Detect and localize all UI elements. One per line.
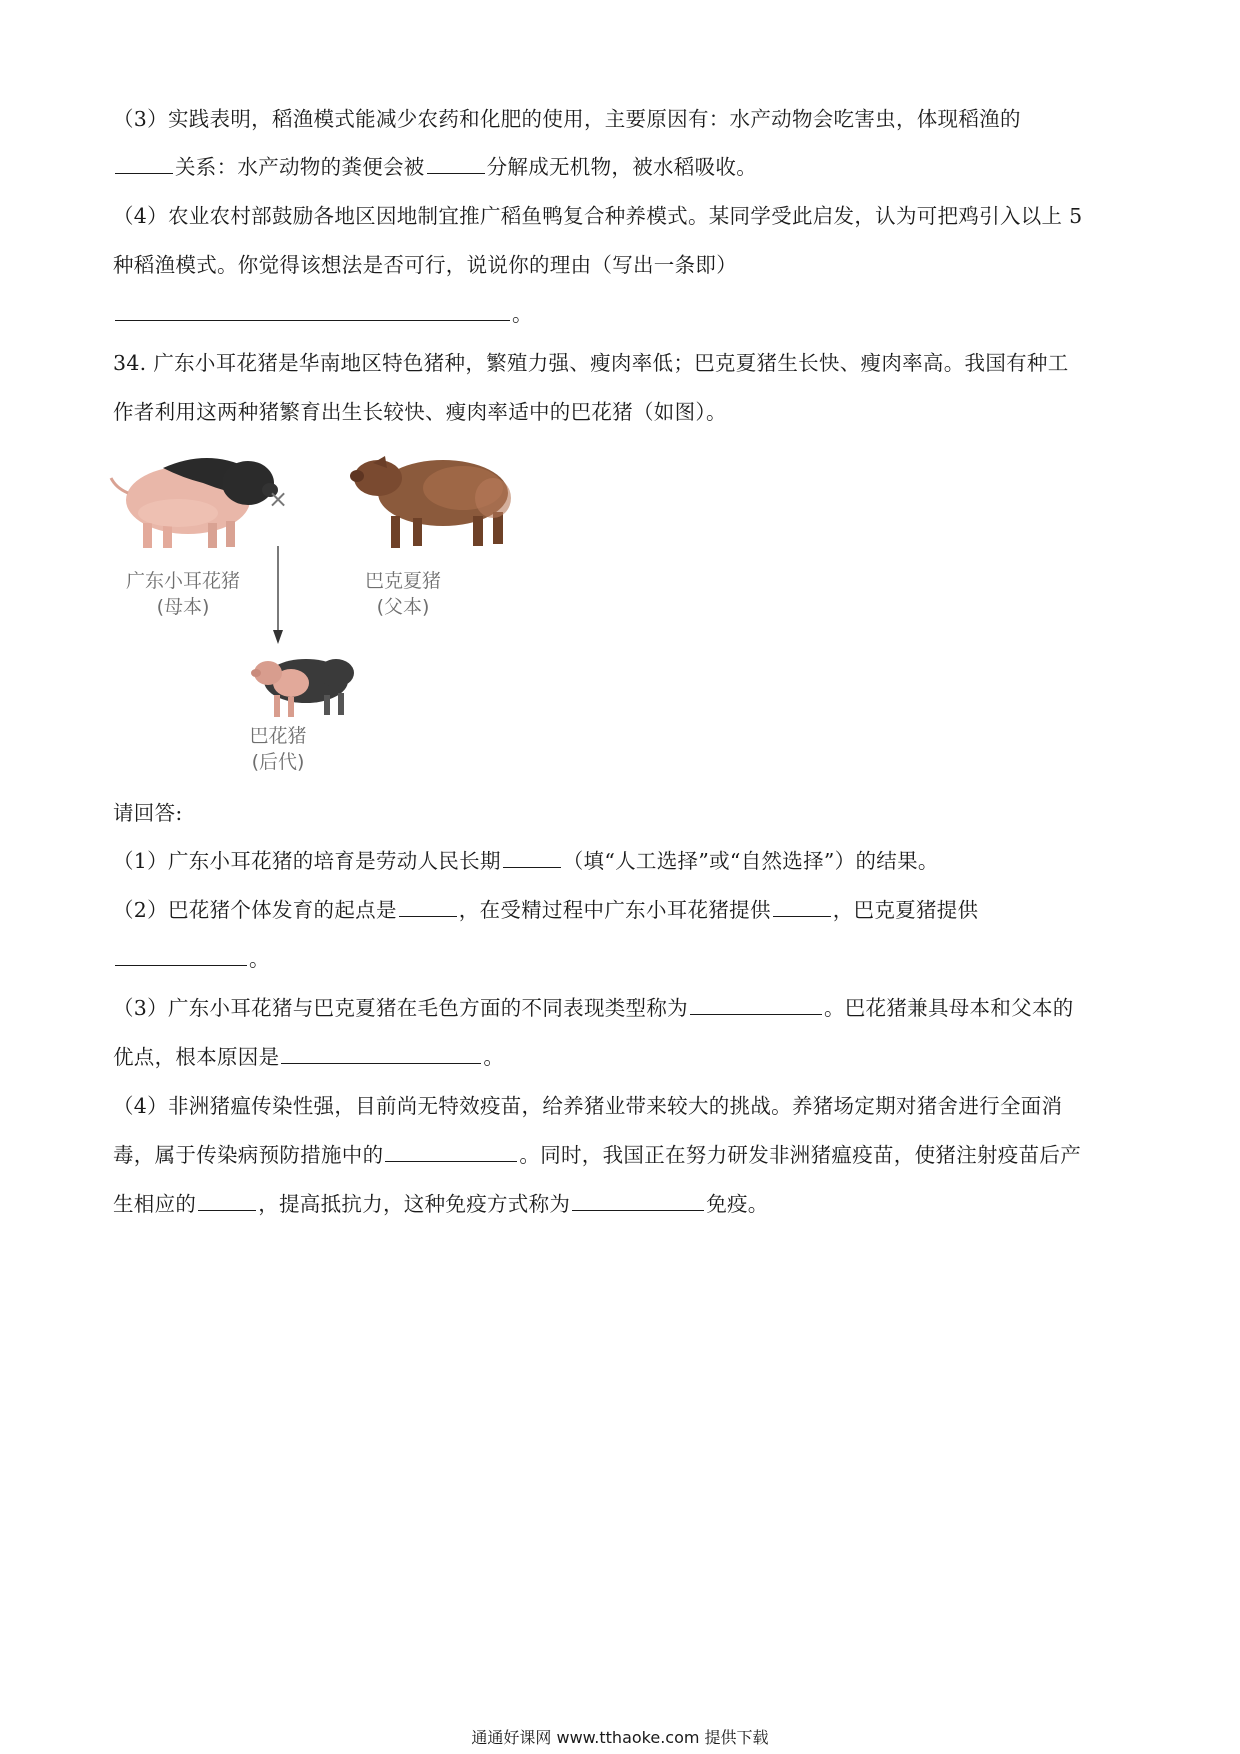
q33-part4-line2: 种稻渔模式。你觉得该想法是否可行，说说你的理由（写出一条即） xyxy=(113,253,737,277)
answer-blank[interactable] xyxy=(572,1192,704,1211)
offspring-pig-image xyxy=(246,643,366,723)
father-name: 巴克夏猪 xyxy=(364,570,441,592)
cross-symbol: × xyxy=(268,485,289,513)
q34-intro-line1: 34. 广东小耳花猪是华南地区特色猪种，繁殖力强、瘦肉率低；巴克夏猪生长快、瘦肉率高。我国有种工 xyxy=(113,351,1069,375)
q34-part4-line1: （4）非洲猪瘟传染性强，目前尚无特效疫苗，给养猪业带来较大的挑战。养猪场定期对猪舍进行全面消 xyxy=(113,1094,1063,1118)
offspring-label xyxy=(228,723,328,775)
mother-name: 广东小耳花猪 xyxy=(125,570,240,592)
answer-blank[interactable] xyxy=(773,898,831,917)
q34-part4-line3: 生相应的 ，提高抵抗力，这种免疫方式称为 免疫。 xyxy=(113,1192,769,1216)
answer-blank[interactable] xyxy=(385,1143,517,1162)
offspring-name: 巴花猪 xyxy=(249,725,307,747)
page-footer: 通通好课网 www.tthaoke.com 提供下载 xyxy=(471,1728,769,1747)
q33-part4-line3: 。 xyxy=(113,301,533,327)
q34-part2-line2: 。 xyxy=(113,946,270,972)
q33-part3-line2: 关系：水产动物的粪便会被 分解成无机物，被水稻吸收。 xyxy=(113,154,757,180)
answer-blank[interactable] xyxy=(399,898,457,917)
q34-intro-line2: 作者利用这两种猪繁育出生长较快、瘦肉率适中的巴花猪（如图）。 xyxy=(113,400,727,424)
q34-prompt: 请回答: xyxy=(113,801,183,825)
q34-part2-line1: （2）巴花猪个体发育的起点是 ，在受精过程中广东小耳花猪提供 ，巴克夏猪提供 xyxy=(113,898,979,922)
answer-blank[interactable] xyxy=(690,996,822,1015)
answer-blank[interactable] xyxy=(115,947,247,966)
answer-blank[interactable] xyxy=(427,155,485,174)
q34-part4-line2: 毒，属于传染病预防措施中的 。同时，我国正在努力研发非洲猪瘟疫苗，使猪注射疫苗后产 xyxy=(113,1143,1082,1167)
breeding-cross-figure xyxy=(108,438,518,778)
answer-blank[interactable] xyxy=(503,849,561,868)
mother-label xyxy=(108,568,258,620)
father-pig-image xyxy=(343,438,518,553)
mother-role: (母本) xyxy=(156,596,210,618)
answer-blank[interactable] xyxy=(115,302,510,321)
answer-blank[interactable] xyxy=(115,155,173,174)
q34-part3-line2: 优点，根本原因是 。 xyxy=(113,1045,505,1069)
answer-blank[interactable] xyxy=(198,1192,256,1211)
answer-blank[interactable] xyxy=(281,1045,481,1064)
arrow-down-icon xyxy=(272,546,284,646)
q34-part1: （1）广东小耳花猪的培育是劳动人民长期 （填“人工选择”或“自然选择”）的结果。 xyxy=(113,849,939,873)
mother-pig-image xyxy=(108,438,278,553)
offspring-role: (后代) xyxy=(251,751,305,773)
father-label xyxy=(343,568,463,620)
q34-part3-line1: （3）广东小耳花猪与巴克夏猪在毛色方面的不同表现类型称为 。巴花猪兼具母本和父本的 xyxy=(113,996,1074,1020)
q33-part3-line1: （3）实践表明，稻渔模式能减少农药和化肥的使用，主要原因有：水产动物会吃害虫，体现稻渔的 xyxy=(113,107,1021,131)
q33-part4-line1: （4）农业农村部鼓励各地区因地制宜推广稻鱼鸭复合种养模式。某同学受此启发，认为可把鸡引入以上 5 xyxy=(113,204,1083,228)
father-role: (父本) xyxy=(376,596,430,618)
